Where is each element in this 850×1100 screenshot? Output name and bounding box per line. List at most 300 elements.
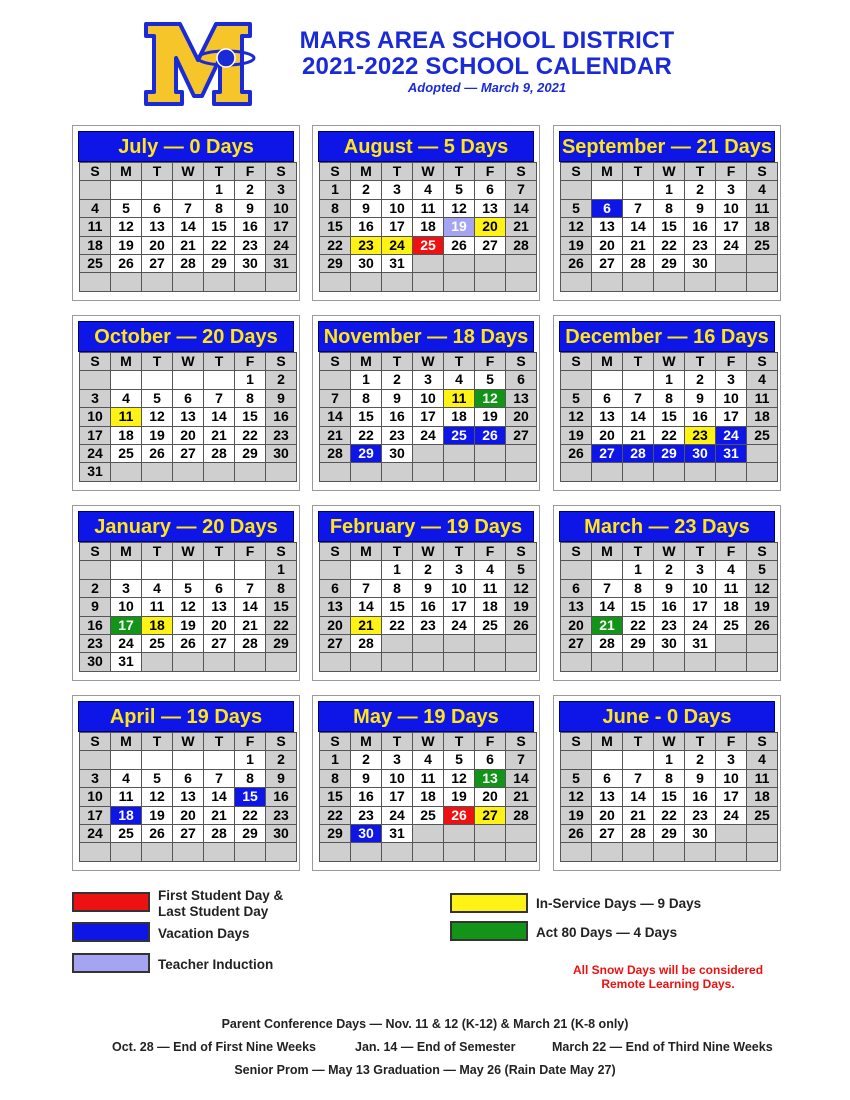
day-cell: 30 [350,824,382,843]
day-cell: 26 [560,254,592,273]
day-cell: 21 [203,426,235,445]
day-cell: 24 [79,444,111,463]
empty-day-cell [505,652,537,671]
day-cell: 2 [265,370,297,389]
day-cell: 15 [653,407,685,426]
month-days-grid [320,163,534,292]
month-title: November — 18 Days [318,321,534,352]
empty-day-cell [505,842,537,861]
day-cell: 13 [141,217,173,236]
empty-day-cell [474,842,506,861]
empty-day-cell [203,272,235,291]
day-cell: 12 [505,579,537,598]
day-cell: 25 [746,806,778,825]
weekday-header: M [110,352,142,371]
day-cell: 24 [265,236,297,255]
empty-day-cell [110,842,142,861]
weekday-header: F [715,542,747,561]
day-cell: 9 [265,389,297,408]
weekday-header: T [622,542,654,561]
day-cell: 5 [141,389,173,408]
empty-day-cell [474,444,506,463]
day-cell: 22 [319,806,351,825]
day-cell: 20 [172,806,204,825]
day-cell: 15 [622,597,654,616]
legend-swatch-green [450,921,528,941]
day-cell: 12 [474,389,506,408]
day-cell: 1 [350,370,382,389]
weekday-header: T [203,352,235,371]
weekday-header: S [79,352,111,371]
day-cell: 13 [591,217,623,236]
day-cell: 31 [684,634,716,653]
day-cell: 30 [684,824,716,843]
empty-day-cell [141,750,173,769]
day-cell: 11 [110,407,142,426]
day-cell: 14 [505,769,537,788]
day-cell: 29 [234,444,266,463]
weekday-header: T [684,542,716,561]
day-cell: 15 [381,597,413,616]
day-cell: 22 [653,426,685,445]
empty-day-cell [412,272,444,291]
day-cell: 13 [474,199,506,218]
day-cell: 5 [172,579,204,598]
day-cell: 14 [591,597,623,616]
day-cell: 17 [110,616,142,635]
weekday-header: T [622,732,654,751]
day-cell: 15 [653,787,685,806]
day-cell: 16 [79,616,111,635]
day-cell: 31 [381,254,413,273]
empty-day-cell [350,462,382,481]
day-cell: 4 [110,769,142,788]
day-cell: 26 [560,444,592,463]
day-cell: 9 [412,579,444,598]
weekday-header: M [110,732,142,751]
empty-day-cell [715,824,747,843]
empty-day-cell [474,634,506,653]
day-cell: 3 [381,750,413,769]
day-cell: 23 [265,806,297,825]
empty-day-cell [319,560,351,579]
day-cell: 19 [560,426,592,445]
day-cell: 14 [622,787,654,806]
empty-day-cell [505,254,537,273]
day-cell: 1 [203,180,235,199]
day-cell: 28 [505,806,537,825]
day-cell: 29 [234,824,266,843]
day-cell: 14 [319,407,351,426]
day-cell: 11 [715,579,747,598]
weekday-header: S [560,732,592,751]
day-cell: 26 [110,254,142,273]
month-calendar [312,695,540,871]
day-cell: 18 [715,597,747,616]
day-cell: 11 [141,597,173,616]
month-calendar [72,695,300,871]
weekday-header: F [715,732,747,751]
day-cell: 26 [172,634,204,653]
empty-day-cell [203,750,235,769]
note-prom-graduation: Senior Prom — May 13 Graduation — May 26 (Rain Date May 27) [234,1063,616,1077]
weekday-header: S [746,542,778,561]
day-cell: 14 [505,199,537,218]
day-cell: 23 [350,806,382,825]
weekday-header: S [319,732,351,751]
empty-day-cell [172,750,204,769]
empty-day-cell [560,272,592,291]
weekday-header: W [172,732,204,751]
day-cell: 29 [653,824,685,843]
day-cell: 16 [653,597,685,616]
weekday-header: S [265,732,297,751]
weekday-header: T [684,352,716,371]
weekday-header: S [746,352,778,371]
day-cell: 17 [79,426,111,445]
day-cell: 28 [319,444,351,463]
day-cell: 30 [684,444,716,463]
empty-day-cell [350,652,382,671]
empty-day-cell [234,842,266,861]
empty-day-cell [412,254,444,273]
weekday-header: M [350,542,382,561]
empty-day-cell [505,444,537,463]
empty-day-cell [715,652,747,671]
month-calendar [553,125,781,301]
day-cell: 3 [715,180,747,199]
day-cell: 6 [474,750,506,769]
day-cell: 2 [265,750,297,769]
day-cell: 27 [505,426,537,445]
day-cell: 13 [172,407,204,426]
empty-day-cell [79,272,111,291]
day-cell: 23 [653,616,685,635]
day-cell: 19 [443,787,475,806]
day-cell: 22 [622,616,654,635]
weekday-header: M [350,162,382,181]
legend-first-last-line2: Last Student Day [158,904,269,919]
empty-day-cell [172,560,204,579]
weekday-header: S [79,542,111,561]
empty-day-cell [474,824,506,843]
day-cell: 2 [350,180,382,199]
day-cell: 7 [350,579,382,598]
empty-day-cell [443,444,475,463]
empty-day-cell [350,842,382,861]
day-cell: 6 [560,579,592,598]
weekday-header: M [591,162,623,181]
weekday-header: W [653,352,685,371]
day-cell: 14 [203,787,235,806]
day-cell: 3 [715,370,747,389]
empty-day-cell [319,272,351,291]
day-cell: 19 [141,426,173,445]
day-cell: 15 [234,787,266,806]
empty-day-cell [110,180,142,199]
day-cell: 16 [684,787,716,806]
empty-day-cell [203,560,235,579]
weekday-header: T [684,732,716,751]
day-cell: 30 [79,652,111,671]
month-days-grid [561,353,775,482]
day-cell: 8 [319,199,351,218]
day-cell: 22 [203,236,235,255]
day-cell: 24 [412,426,444,445]
day-cell: 2 [234,180,266,199]
day-cell: 7 [591,579,623,598]
weekday-header: T [443,352,475,371]
day-cell: 30 [653,634,685,653]
day-cell: 16 [265,787,297,806]
empty-day-cell [319,462,351,481]
empty-day-cell [746,824,778,843]
day-cell: 13 [203,597,235,616]
empty-day-cell [350,272,382,291]
day-cell: 16 [234,217,266,236]
month-calendar [312,505,540,681]
day-cell: 11 [79,217,111,236]
empty-day-cell [653,272,685,291]
day-cell: 17 [79,806,111,825]
empty-day-cell [560,370,592,389]
month-days-grid [320,353,534,482]
day-cell: 1 [234,750,266,769]
day-cell: 26 [474,426,506,445]
day-cell: 14 [203,407,235,426]
day-cell: 2 [684,370,716,389]
month-title: July — 0 Days [78,131,294,162]
empty-day-cell [319,370,351,389]
day-cell: 27 [172,824,204,843]
weekday-header: S [319,542,351,561]
weekday-header: F [234,732,266,751]
weekday-header: T [443,732,475,751]
day-cell: 14 [234,597,266,616]
day-cell: 22 [234,426,266,445]
district-logo [140,16,256,112]
empty-day-cell [474,254,506,273]
day-cell: 5 [505,560,537,579]
legend-first-last-line1: First Student Day & [158,888,284,903]
day-cell: 25 [443,426,475,445]
weekday-header: T [381,352,413,371]
empty-day-cell [265,652,297,671]
day-cell: 19 [746,597,778,616]
weekday-header: S [560,352,592,371]
empty-day-cell [715,272,747,291]
snow-days-note [540,963,796,991]
day-cell: 10 [412,389,444,408]
month-title: June - 0 Days [559,701,775,732]
empty-day-cell [684,842,716,861]
empty-day-cell [79,750,111,769]
day-cell: 5 [474,370,506,389]
empty-day-cell [350,560,382,579]
day-cell: 23 [684,426,716,445]
empty-day-cell [505,824,537,843]
day-cell: 19 [110,236,142,255]
day-cell: 29 [653,254,685,273]
weekday-header: S [746,162,778,181]
empty-day-cell [746,462,778,481]
day-cell: 20 [591,806,623,825]
day-cell: 4 [412,750,444,769]
empty-day-cell [141,560,173,579]
day-cell: 10 [715,389,747,408]
day-cell: 12 [443,199,475,218]
month-days-grid [561,733,775,862]
empty-day-cell [505,634,537,653]
day-cell: 18 [412,217,444,236]
day-cell: 27 [141,254,173,273]
day-cell: 19 [560,236,592,255]
month-days-grid [320,733,534,862]
day-cell: 3 [412,370,444,389]
weekday-header: S [79,732,111,751]
month-title: August — 5 Days [318,131,534,162]
month-days-grid [80,543,294,672]
empty-day-cell [622,462,654,481]
empty-day-cell [412,824,444,843]
day-cell: 28 [172,254,204,273]
weekday-header: W [172,542,204,561]
day-cell: 8 [350,389,382,408]
empty-day-cell [443,842,475,861]
weekday-header: M [110,542,142,561]
day-cell: 6 [203,579,235,598]
day-cell: 29 [350,444,382,463]
empty-day-cell [622,180,654,199]
snow-line2: Remote Learning Days. [601,977,735,991]
day-cell: 9 [79,597,111,616]
day-cell: 16 [265,407,297,426]
day-cell: 16 [684,217,716,236]
day-cell: 26 [141,444,173,463]
day-cell: 28 [622,254,654,273]
month-days-grid [561,543,775,672]
empty-day-cell [141,272,173,291]
day-cell: 29 [319,254,351,273]
weekday-header: W [653,162,685,181]
weekday-header: T [443,162,475,181]
weekday-header: T [141,732,173,751]
day-cell: 19 [141,806,173,825]
month-days-grid [80,163,294,292]
day-cell: 26 [505,616,537,635]
day-cell: 25 [474,616,506,635]
empty-day-cell [474,652,506,671]
day-cell: 5 [141,769,173,788]
day-cell: 21 [319,426,351,445]
weekday-header: M [350,732,382,751]
day-cell: 2 [381,370,413,389]
day-cell: 15 [234,407,266,426]
month-title: March — 23 Days [559,511,775,542]
day-cell: 23 [684,236,716,255]
legend-vacation: Vacation Days [158,926,250,941]
day-cell: 1 [653,370,685,389]
weekday-header: S [265,162,297,181]
empty-day-cell [746,652,778,671]
weekday-header: T [203,542,235,561]
day-cell: 21 [622,426,654,445]
empty-day-cell [443,652,475,671]
month-calendar [72,505,300,681]
empty-day-cell [505,462,537,481]
day-cell: 1 [319,180,351,199]
day-cell: 26 [560,824,592,843]
day-cell: 25 [412,806,444,825]
day-cell: 7 [203,769,235,788]
day-cell: 31 [715,444,747,463]
empty-day-cell [715,254,747,273]
day-cell: 7 [622,199,654,218]
month-calendar [553,695,781,871]
day-cell: 17 [381,217,413,236]
day-cell: 24 [381,806,413,825]
empty-day-cell [110,560,142,579]
day-cell: 9 [381,389,413,408]
day-cell: 18 [746,787,778,806]
day-cell: 30 [684,254,716,273]
day-cell: 3 [715,750,747,769]
empty-day-cell [234,652,266,671]
day-cell: 18 [443,407,475,426]
legend-act80: Act 80 Days — 4 Days [536,925,678,940]
weekday-header: S [319,352,351,371]
day-cell: 19 [474,407,506,426]
empty-day-cell [141,370,173,389]
empty-day-cell [591,560,623,579]
day-cell: 5 [443,750,475,769]
day-cell: 23 [684,806,716,825]
day-cell: 11 [443,389,475,408]
day-cell: 31 [79,462,111,481]
day-cell: 6 [172,389,204,408]
day-cell: 15 [203,217,235,236]
empty-day-cell [653,842,685,861]
day-cell: 5 [443,180,475,199]
weekday-header: W [653,732,685,751]
day-cell: 11 [412,199,444,218]
day-cell: 24 [715,236,747,255]
day-cell: 3 [79,769,111,788]
empty-day-cell [746,842,778,861]
day-cell: 20 [474,217,506,236]
empty-day-cell [141,652,173,671]
day-cell: 15 [319,217,351,236]
empty-day-cell [443,272,475,291]
day-cell: 21 [203,806,235,825]
empty-day-cell [412,652,444,671]
day-cell: 21 [505,787,537,806]
day-cell: 21 [234,616,266,635]
month-calendar [553,315,781,491]
day-cell: 11 [746,199,778,218]
day-cell: 15 [653,217,685,236]
weekday-header: T [622,352,654,371]
day-cell: 7 [234,579,266,598]
day-cell: 15 [319,787,351,806]
day-cell: 20 [560,616,592,635]
weekday-header: T [443,542,475,561]
day-cell: 16 [684,407,716,426]
day-cell: 10 [79,787,111,806]
empty-day-cell [203,652,235,671]
day-cell: 17 [715,407,747,426]
snow-line1: All Snow Days will be considered [572,963,764,977]
